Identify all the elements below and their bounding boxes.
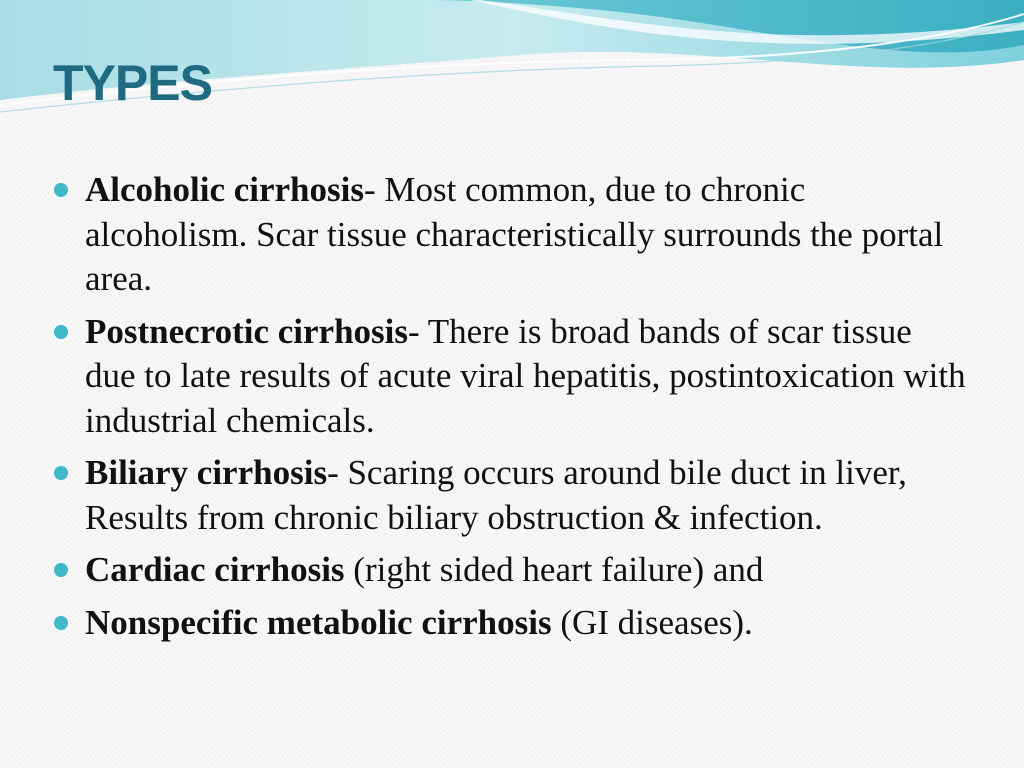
bullet-term: Biliary cirrhosis	[85, 453, 328, 492]
bullet-term: Cardiac cirrhosis	[85, 550, 345, 589]
bullet-list	[50, 168, 970, 653]
bullet-item-postnecrotic	[50, 310, 970, 444]
bullet-dot-icon	[54, 325, 68, 339]
bullet-text: (GI diseases).	[551, 602, 753, 642]
bullet-item-alcoholic	[50, 168, 970, 302]
bullet-item-biliary	[50, 451, 970, 540]
bullet-dot-icon	[54, 466, 68, 480]
bullet-item-cardiac	[50, 548, 970, 593]
bullet-dot-icon	[54, 616, 68, 630]
bullet-term: Alcoholic cirrhosis	[85, 170, 364, 209]
bullet-text: (right sided heart failure) and	[344, 550, 764, 589]
bullet-text: - Scaring occurs around bile duct in liver, Results from chronic biliary obstruction & infection.	[85, 453, 907, 537]
bullet-text: - Most common, due to chronic alcoholism. Scar tissue characteristically surrounds the portal area.	[85, 170, 944, 298]
bullet-text: - There is broad bands of scar tissue due to late results of acute viral hepatitis, postintoxication with industrial chemicals.	[85, 311, 966, 440]
bullet-dot-icon	[54, 563, 68, 577]
slide-title: TYPES	[53, 55, 212, 111]
bullet-item-nonspecific-metabolic	[50, 601, 970, 646]
bullet-term: Nonspecific metabolic cirrhosis	[85, 602, 552, 642]
bullet-term: Postnecrotic cirrhosis	[85, 311, 409, 351]
bullet-dot-icon	[54, 183, 68, 197]
